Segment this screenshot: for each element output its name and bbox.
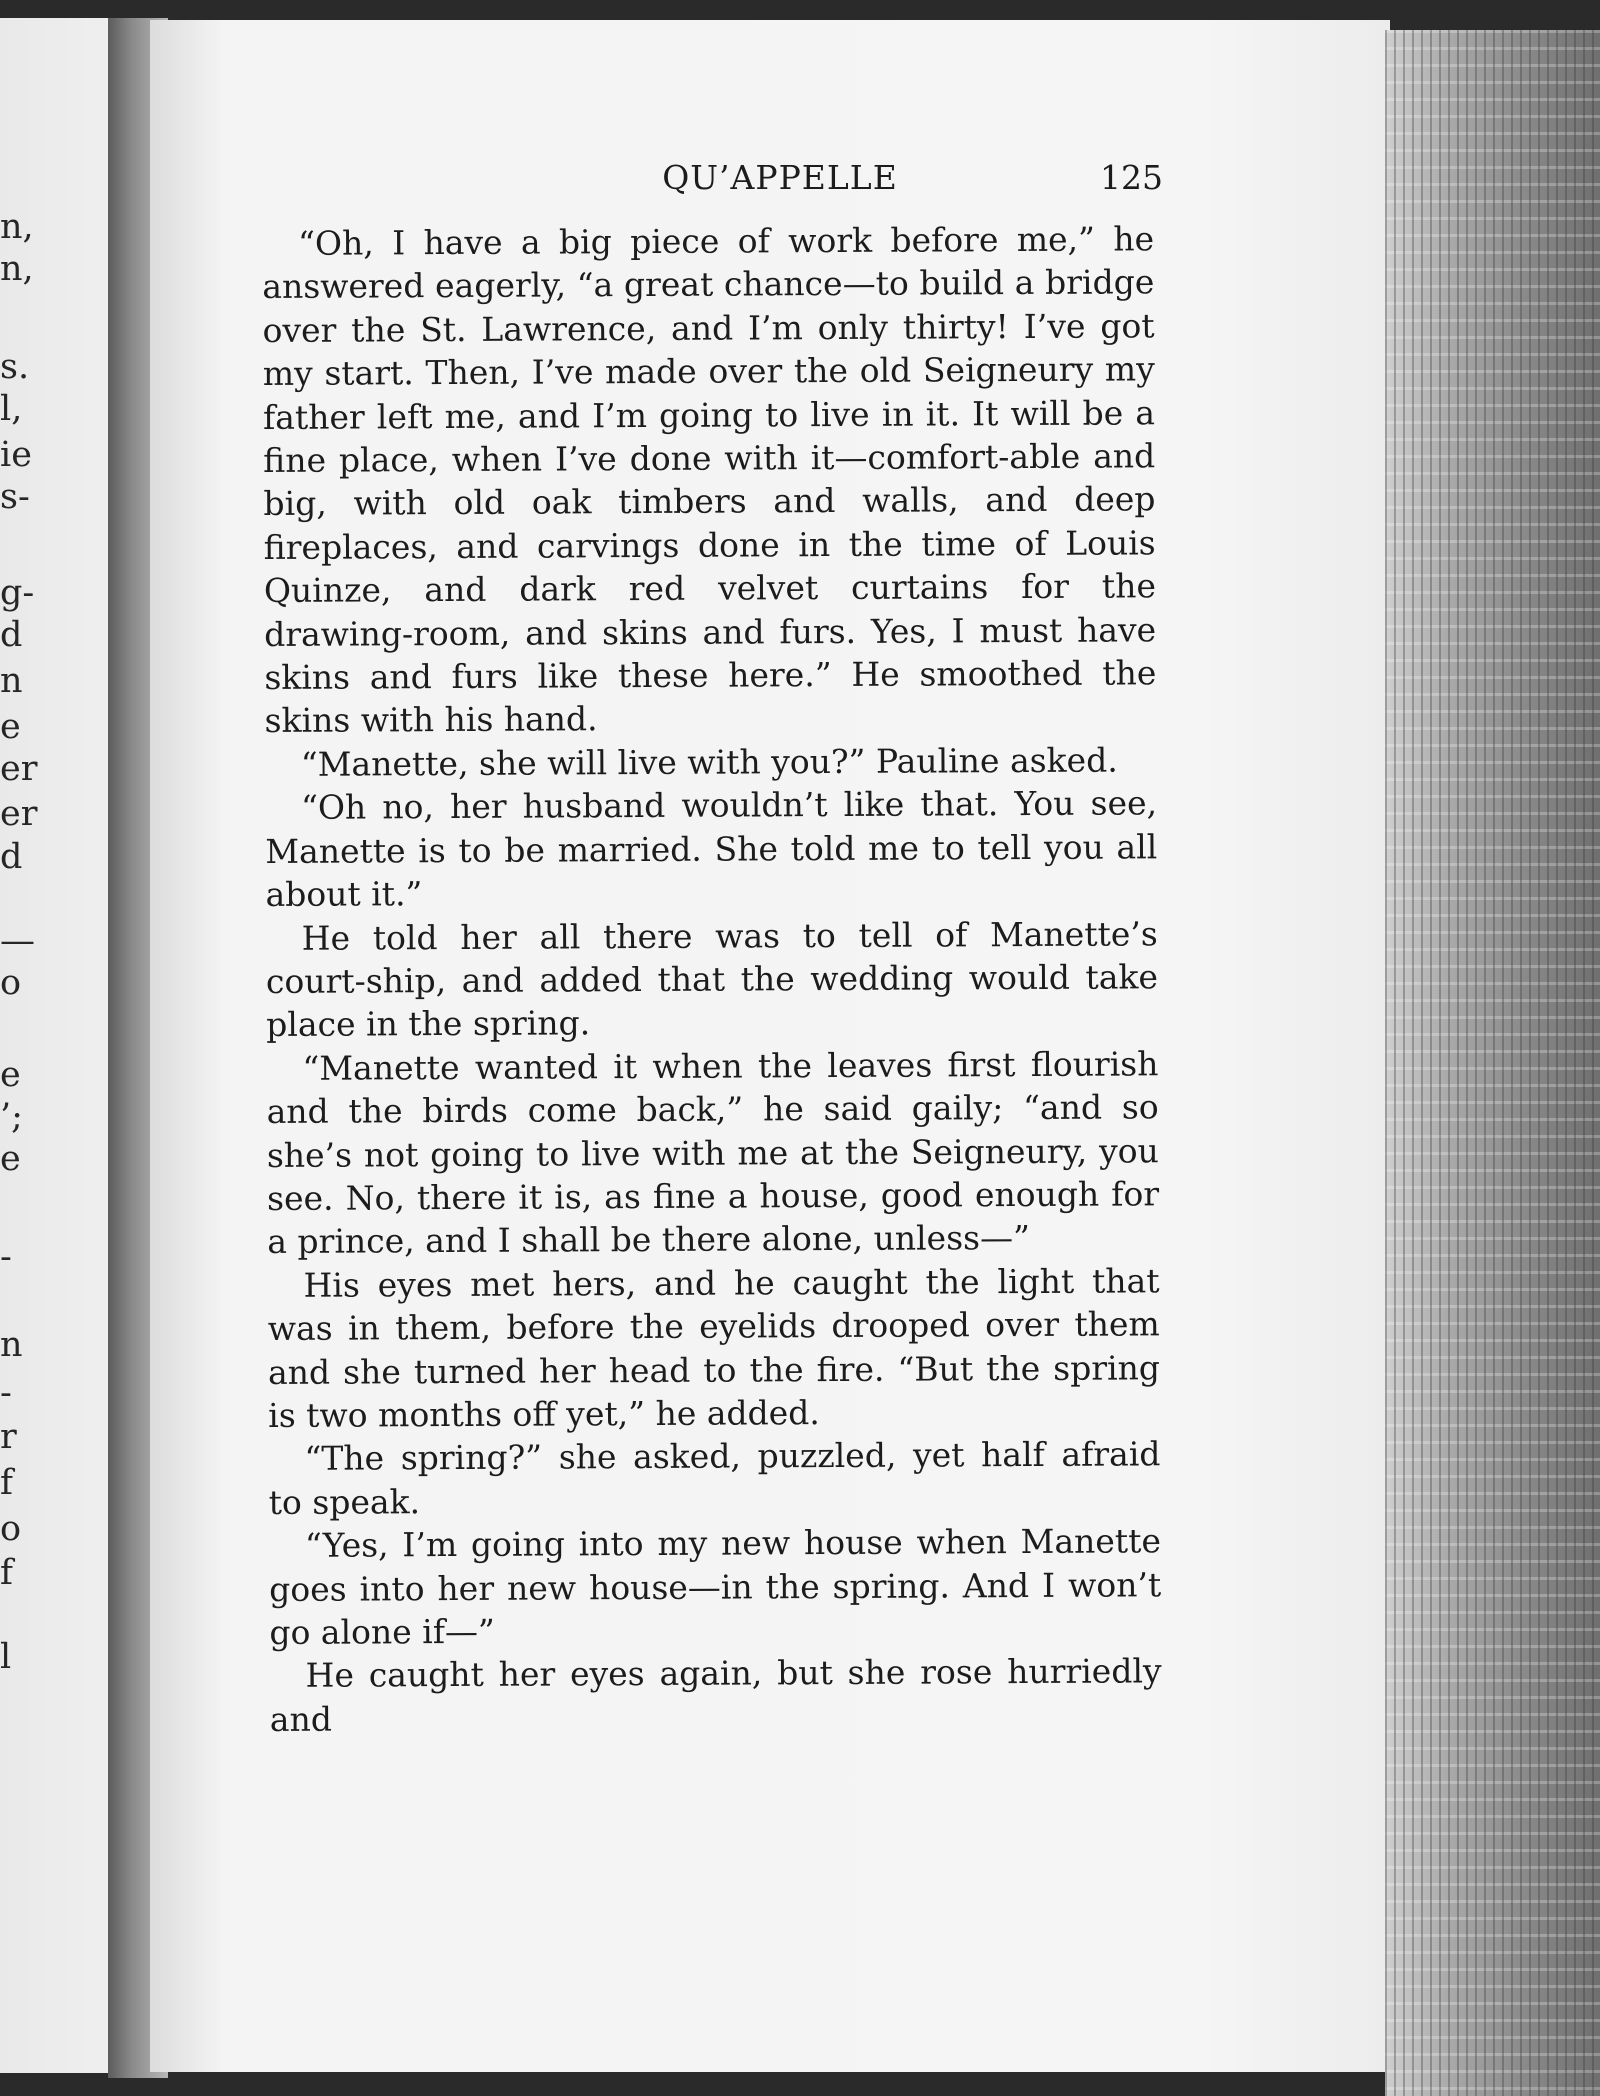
left-page-text-fragment: ’; (0, 1097, 23, 1137)
paragraph: “Manette wanted it when the leaves first flourish and the birds come back,” he said gaily; “and so she’s not going to live with me at the Seigneury, you see. No, there it is, as fine a house, good enough for a prince, and I shall be there alone, unless—” (266, 1044, 1160, 1262)
page-header (150, 158, 1390, 208)
left-page-text-fragment: s- (0, 477, 30, 517)
left-page-text-fragment: er (0, 749, 38, 789)
paragraph: He told her all there was to tell of Manette’s court-ship, and added that the wedding would take place in the spring. (265, 913, 1159, 1045)
left-page-text-fragment: n, (0, 207, 34, 247)
left-page-text-fragment: — (0, 921, 35, 961)
left-page-text-fragment: e (0, 707, 21, 747)
left-page-text-fragment: l (0, 1637, 12, 1677)
left-page-text-fragment: e (0, 1055, 21, 1095)
paragraph: “Manette, she will live with you?” Pauline asked. (300, 740, 1118, 784)
left-page-text-fragment: e (0, 1139, 21, 1179)
page-number: 125 (1100, 158, 1163, 197)
left-page-text-fragment: d (0, 837, 23, 877)
left-page-text-fragment: er (0, 794, 38, 834)
page-fore-edge (1385, 30, 1600, 2096)
left-page-text-fragment: o (0, 1509, 22, 1549)
left-page-text-fragment: - (0, 1373, 12, 1413)
left-page-text-fragment: n, (0, 249, 34, 289)
paragraph: His eyes met hers, and he caught the light that was in them, before the eyelids drooped over them and she turned her head to the fire. “But the spring is two months off yet,” he added. (267, 1261, 1161, 1435)
left-page-text-fragment: f (0, 1553, 13, 1593)
left-page-text-fragment: - (0, 1237, 12, 1277)
left-page-text-fragment: g- (0, 573, 35, 613)
left-page-text-fragment: o (0, 963, 22, 1003)
paragraph: “The spring?” she asked, puzzled, yet half afraid to speak. (268, 1434, 1161, 1522)
left-page-text-fragment: n (0, 661, 23, 701)
paragraph: “Oh, I have a big piece of work before me,” he answered eagerly, “a great chance—to build a bridge over the St. Lawrence, and I’m only thirty! I’ve got my start. Then, I’ve made over the old Seigneury my father left me, and I’m going to live in it. It will be a fine place, when I’ve done with it—comfort-able and big, with old oak timbers and walls, and deep fireplaces, and carvings done in the time of Louis Quinze, and dark red velvet curtains for the drawing-room, and skins and furs. Yes, I must have skins and furs like these here.” He smoothed the skins with his hand. (262, 219, 1157, 741)
paragraph: He caught her eyes again, but she rose hurriedly and (269, 1651, 1162, 1739)
left-page-text-fragment: d (0, 615, 23, 655)
left-page-text-fragment: n (0, 1325, 23, 1365)
running-head: QU’APPELLE (662, 158, 898, 197)
left-page-text-fragment: s. (0, 347, 30, 387)
paragraph: “Yes, I’m going into my new house when Manette goes into her new house—in the spring. And I won’t go alone if—” (269, 1521, 1162, 1652)
paragraph: “Oh no, her husband wouldn’t like that. You see, Manette is to be married. She told me to tell you all about it.” (265, 783, 1158, 915)
left-page-text-fragment: f (0, 1463, 13, 1503)
left-page-text-fragment: r (0, 1417, 17, 1457)
left-page-text-fragment: l, (0, 389, 23, 429)
body-text (262, 217, 1162, 1741)
left-page-text-fragment: ie (0, 435, 32, 475)
